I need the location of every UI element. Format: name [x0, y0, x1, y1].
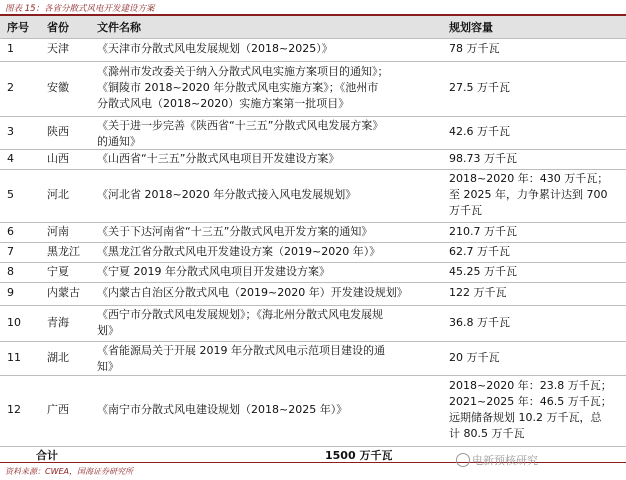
row-document-line: 划》	[97, 324, 119, 337]
row-province: 广西	[47, 403, 69, 416]
row-divider	[0, 149, 626, 150]
row-divider	[0, 375, 626, 376]
row-divider	[0, 341, 626, 342]
row-document-line: 《铜陵市 2018~2020 年分散式风电实施方案》；《池州市	[97, 81, 379, 94]
row-document-line: 《山西省“十三五”分散式风电项目开发建设方案》	[97, 152, 340, 165]
row-capacity-line: 62.7 万千瓦	[449, 245, 510, 258]
row-province: 河南	[47, 225, 69, 238]
table-caption: 图表 15：各省分散式风电开发建设方案	[5, 4, 155, 14]
row-document-line: 《西宁市分散式风电发展规划》；《海北州分散式风电发展规	[97, 308, 383, 321]
row-province: 安徽	[47, 81, 69, 94]
row-document-line: 《河北省 2018~2020 年分散式接入风电发展规划》	[97, 188, 357, 201]
header-background	[0, 16, 626, 38]
row-province: 黑龙江	[47, 245, 80, 258]
header-capacity: 规划容量	[449, 21, 493, 34]
row-province: 天津	[47, 42, 69, 55]
row-capacity-line: 210.7 万千瓦	[449, 225, 517, 238]
row-capacity-line: 27.5 万千瓦	[449, 81, 510, 94]
row-document-line: 《宁夏 2019 年分散式风电项目开发建设方案》	[97, 265, 330, 278]
row-capacity-line: 万千瓦	[449, 204, 482, 217]
row-divider	[0, 38, 626, 39]
row-capacity-line: 计 80.5 万千瓦	[449, 427, 525, 440]
row-capacity-line: 至 2025 年，力争累计达到 700	[449, 188, 608, 201]
row-number: 12	[7, 403, 21, 416]
row-number: 1	[7, 42, 14, 55]
row-divider	[0, 61, 626, 62]
row-capacity-line: 36.8 万千瓦	[449, 316, 510, 329]
row-divider	[0, 169, 626, 170]
row-document-line: 《南宁市分散式风电建设规划（2018~2025 年）》	[97, 403, 348, 416]
row-capacity-line: 98.73 万千瓦	[449, 152, 517, 165]
row-document-line: 知》	[97, 360, 119, 373]
row-capacity-line: 45.25 万千瓦	[449, 265, 517, 278]
row-document-line: 的通知》	[97, 135, 141, 148]
header-province: 省份	[47, 21, 69, 34]
row-number: 8	[7, 265, 14, 278]
row-divider	[0, 305, 626, 306]
watermark: 电新预核研究	[472, 454, 538, 467]
row-capacity-line: 78 万千瓦	[449, 42, 500, 55]
row-number: 7	[7, 245, 14, 258]
row-province: 湖北	[47, 351, 69, 364]
row-document-line: 《天津市分散式风电发展规划（2018~2025）》	[97, 42, 333, 55]
row-divider	[0, 262, 626, 263]
row-number: 6	[7, 225, 14, 238]
row-divider	[0, 242, 626, 243]
row-capacity-line: 2018~2020 年：23.8 万千瓦；	[449, 379, 612, 392]
row-capacity-line: 122 万千瓦	[449, 286, 507, 299]
row-number: 4	[7, 152, 14, 165]
header-doc: 文件名称	[97, 21, 141, 34]
row-number: 9	[7, 286, 14, 299]
row-divider	[0, 282, 626, 283]
row-document-line: 《黑龙江省分散式风电开发建设方案（2019~2020 年）》	[97, 245, 381, 258]
total-value: 1500 万千瓦	[325, 449, 393, 462]
row-capacity-line: 远期储备规划 10.2 万千瓦，总	[449, 411, 602, 424]
row-province: 山西	[47, 152, 69, 165]
row-capacity-line: 42.6 万千瓦	[449, 125, 510, 138]
row-capacity-line: 20 万千瓦	[449, 351, 500, 364]
row-divider	[0, 116, 626, 117]
row-province: 内蒙古	[47, 286, 80, 299]
row-document-line: 分散式风电（2018~2020）实施方案第一批项目》	[97, 97, 350, 110]
row-document-line: 《内蒙古自治区分散式风电（2019~2020 年）开发建设规划》	[97, 286, 408, 299]
row-capacity-line: 2018~2020 年：430 万千瓦；	[449, 172, 609, 185]
watermark-icon	[456, 453, 470, 467]
row-number: 5	[7, 188, 14, 201]
row-number: 10	[7, 316, 21, 329]
row-province: 青海	[47, 316, 69, 329]
row-province: 陕西	[47, 125, 69, 138]
row-divider	[0, 222, 626, 223]
row-document-line: 《关于下达河南省“十三五”分散式风电开发方案的通知》	[97, 225, 373, 238]
row-number: 11	[7, 351, 21, 364]
header-no: 序号	[7, 21, 29, 34]
total-divider	[0, 446, 626, 447]
row-number: 3	[7, 125, 14, 138]
total-label: 合计	[36, 449, 58, 462]
row-province: 河北	[47, 188, 69, 201]
row-province: 宁夏	[47, 265, 69, 278]
source-note: 资料来源：CWEA，国海证券研究所	[5, 467, 134, 476]
row-capacity-line: 2021~2025 年：46.5 万千瓦；	[449, 395, 612, 408]
row-document-line: 《省能源局关于开展 2019 年分散式风电示范项目建设的通	[97, 344, 385, 357]
row-document-line: 《关于进一步完善《陕西省“十三五”分散式风电发展方案》	[97, 119, 384, 132]
row-number: 2	[7, 81, 14, 94]
row-document-line: 《滁州市发改委关于纳入分散式风电实施方案项目的通知》；	[97, 65, 389, 78]
